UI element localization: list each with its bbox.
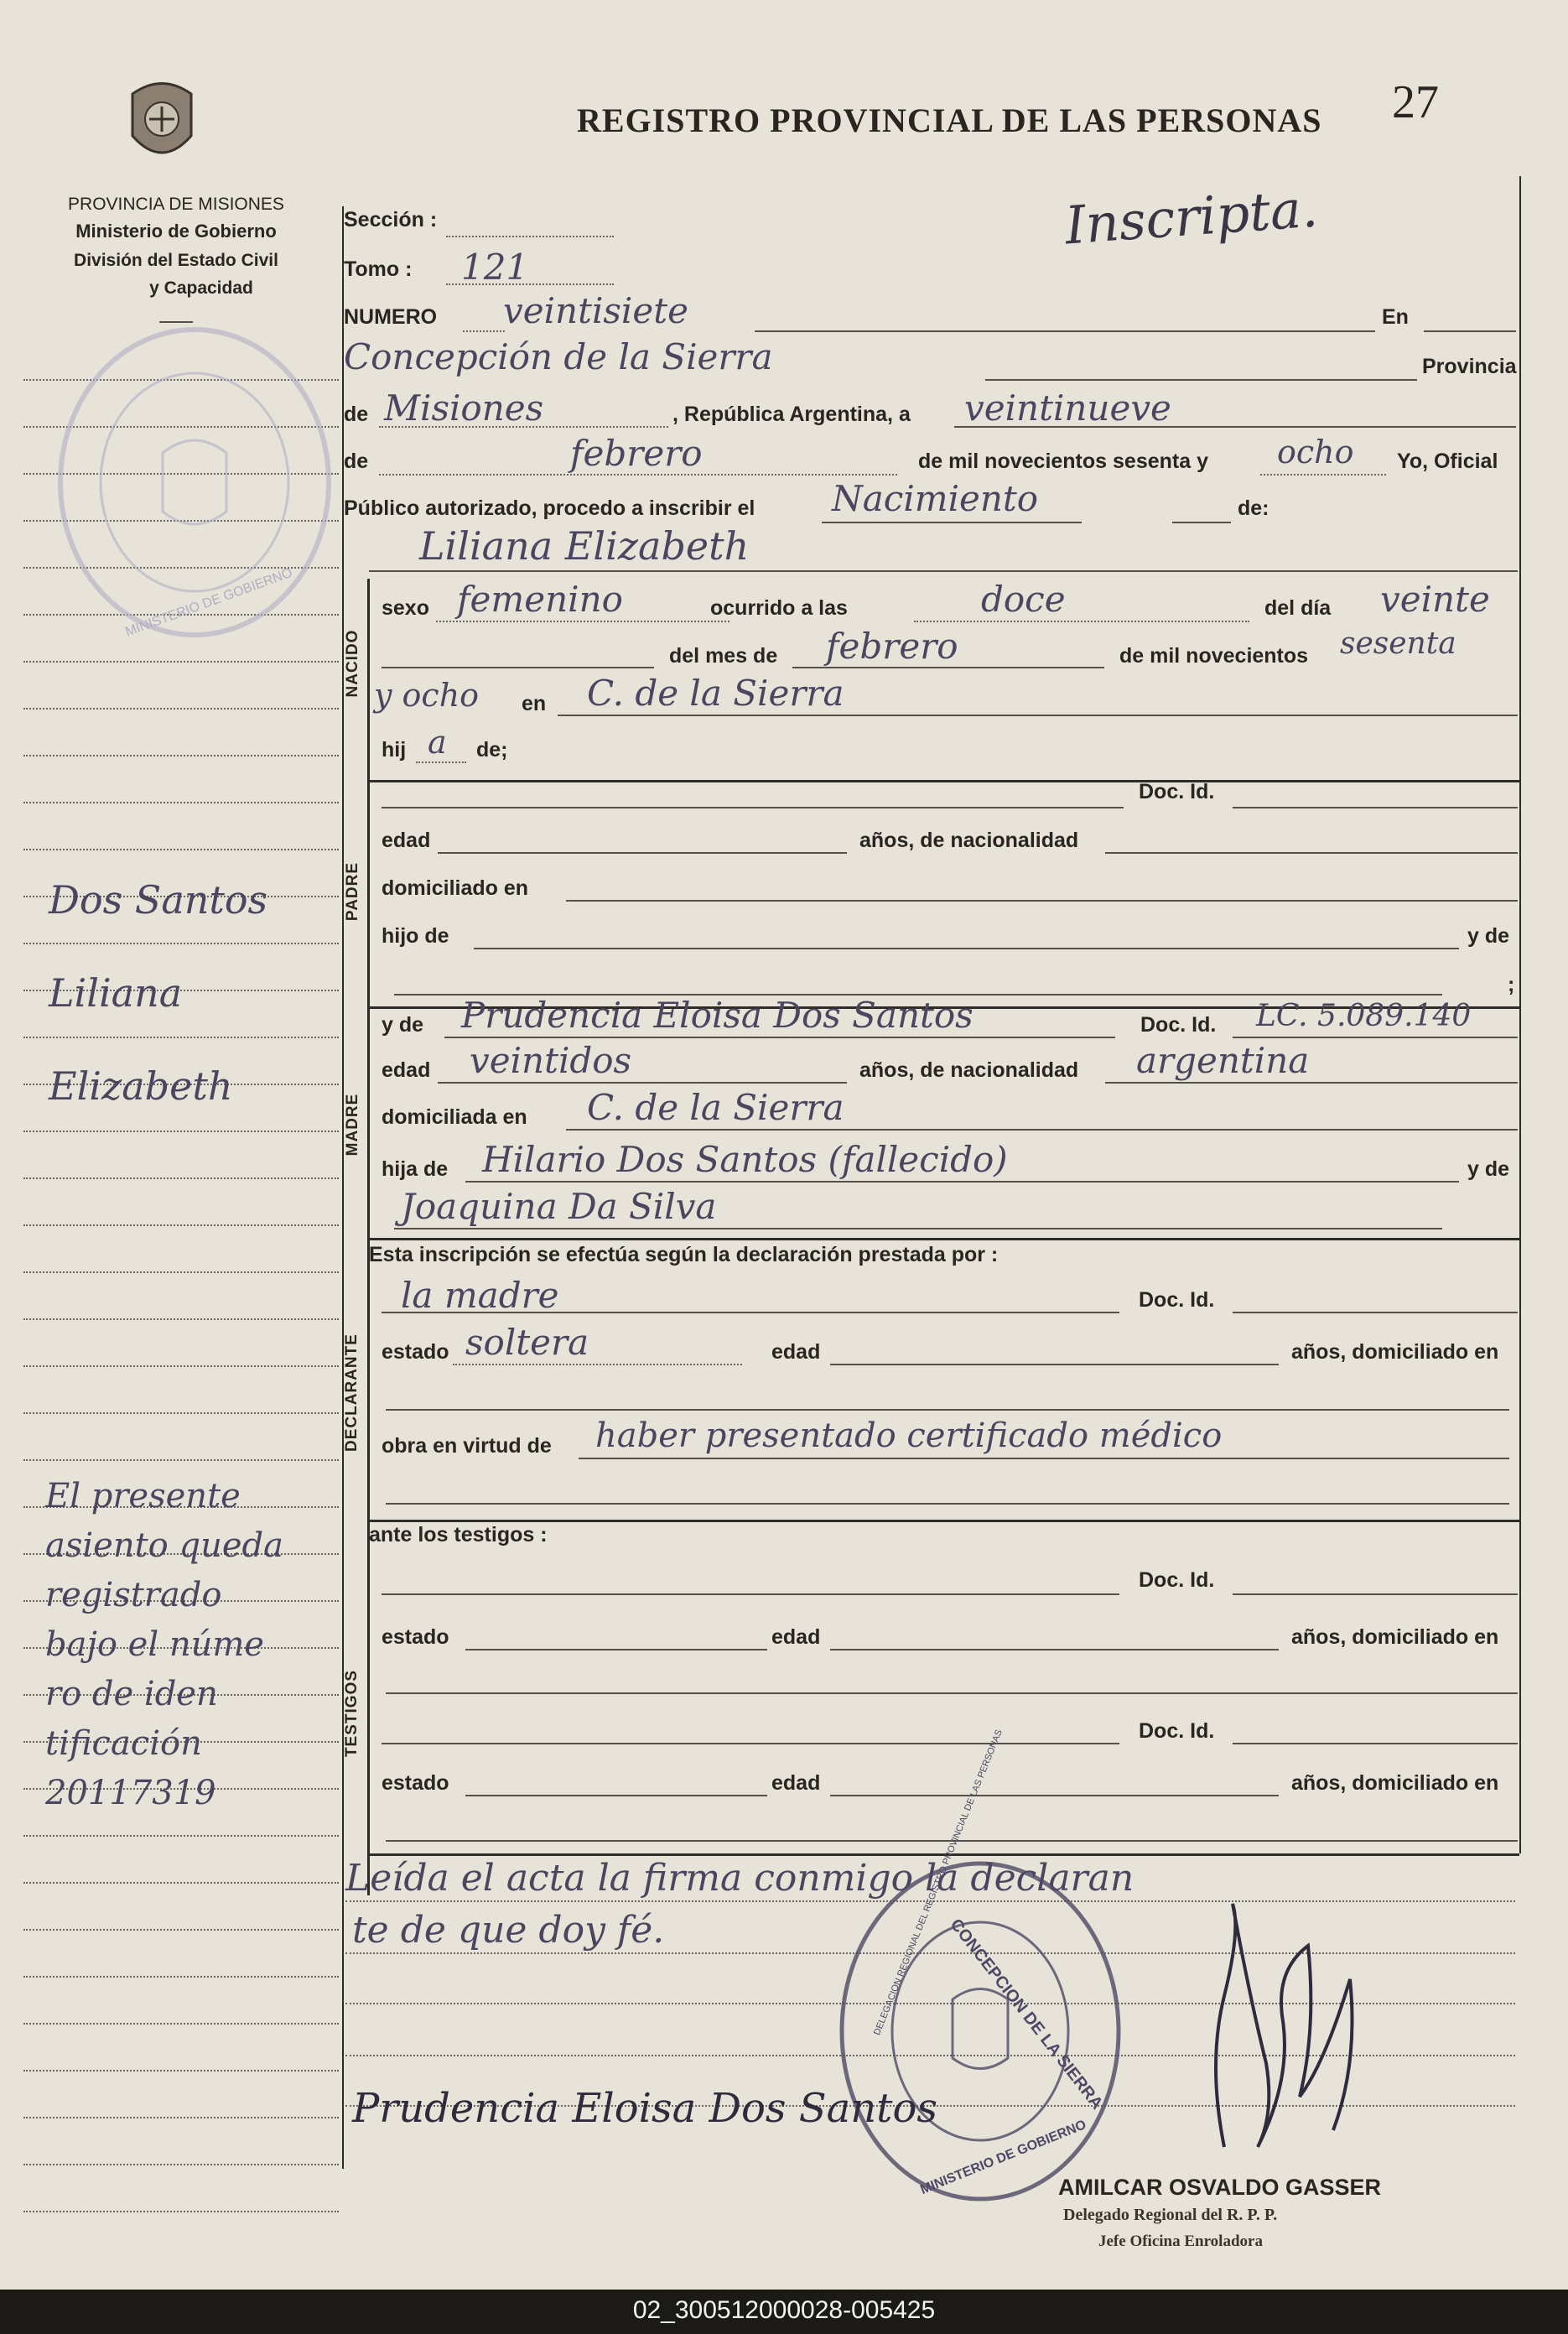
acto-field-end xyxy=(1172,522,1231,523)
sexo-value: femenino xyxy=(457,579,623,620)
testigo2-name-field xyxy=(382,1743,1119,1744)
acto-value: Nacimiento xyxy=(832,478,1039,519)
mil-label: de mil novecientos sesenta y xyxy=(918,450,1208,473)
sidebar-division: División del Estado Civil xyxy=(74,251,278,270)
testigo2-edad-label: edad xyxy=(771,1771,821,1795)
del-mes-field-left xyxy=(382,667,654,668)
declarante-obra-field xyxy=(579,1458,1509,1459)
de-colon-label: de: xyxy=(1238,496,1269,520)
sidebar-rule-line xyxy=(23,1976,339,1978)
hij-de-label: de; xyxy=(476,738,508,762)
testigo1-estado-field xyxy=(465,1649,767,1650)
madre-domicilio-value: C. de la Sierra xyxy=(587,1087,844,1128)
sidebar-rule-line xyxy=(23,1929,339,1931)
right-border-line xyxy=(1519,176,1521,1853)
madre-madre-value: Joaquina Da Silva xyxy=(401,1186,717,1227)
sexo-label: sexo xyxy=(382,596,429,620)
sidebar-rule-line xyxy=(23,2164,339,2165)
official-name: AMILCAR OSVALDO GASSER xyxy=(1058,2175,1382,2200)
stamp-text-bottom: MINISTERIO DE GOBIERNO xyxy=(918,2118,1088,2198)
madre-nac-field xyxy=(1105,1082,1518,1084)
declarante-anios-label: años, domiciliado en xyxy=(1291,1340,1499,1364)
sidebar-rule-line xyxy=(23,1459,339,1461)
nacido-bottom-line xyxy=(369,780,1519,782)
republica-label: , República Argentina, a xyxy=(672,403,911,426)
footer-filename: 02_300512000028-005425 xyxy=(632,2296,936,2324)
padre-section-label: PADRE xyxy=(344,861,361,922)
sidebar-rule-line xyxy=(23,1177,339,1179)
padre-anios-label: años, de nacionalidad xyxy=(859,829,1079,852)
madre-bottom-line xyxy=(369,1238,1519,1240)
official-signature-scribble xyxy=(1191,1895,1384,2164)
annotation-inscripta: Inscripta. xyxy=(1062,177,1320,257)
testigo2-anios-label: años, domiciliado en xyxy=(1291,1771,1499,1795)
hij-label: hij xyxy=(382,738,407,762)
madre-section-label: MADRE xyxy=(344,1093,361,1157)
declarante-extra-field xyxy=(386,1503,1509,1505)
testigo1-anios-label: años, domiciliado en xyxy=(1291,1625,1499,1649)
sidebar-rule-line xyxy=(23,1412,339,1414)
seal-icon xyxy=(54,319,335,646)
tomo-value: 121 xyxy=(461,247,529,288)
declarante-estado-field xyxy=(453,1364,742,1365)
declarante-domicilio-field xyxy=(386,1409,1509,1411)
madre-nombre-field xyxy=(444,1037,1115,1038)
stamp-text: CONCEPCION DE LA SIERRA xyxy=(946,1916,1107,2113)
acto-field xyxy=(822,522,1082,523)
tomo-label: Tomo : xyxy=(344,257,413,281)
declarante-doc-field xyxy=(1233,1312,1518,1313)
page-title: REGISTRO PROVINCIAL DE LAS PERSONAS xyxy=(577,101,1322,139)
sidebar-rule-line xyxy=(23,1318,339,1320)
madre-madre-field xyxy=(394,1228,1442,1229)
testigo2-edad-field xyxy=(830,1795,1279,1796)
sidebar-capacity: y Capacidad xyxy=(149,278,253,298)
madre-domicilio-field xyxy=(566,1129,1518,1131)
madre-doc-value: LC. 5.089.140 xyxy=(1256,999,1472,1033)
padre-nac-field xyxy=(1105,852,1518,854)
padre-domicilio-field xyxy=(566,900,1518,902)
seccion-field xyxy=(446,236,614,237)
testigos-intro: ante los testigos : xyxy=(369,1523,548,1546)
sidebar-rule-line xyxy=(23,1882,339,1884)
anio-nac-value-2: y ocho xyxy=(374,677,480,714)
anio-nac-value: sesenta xyxy=(1340,626,1456,661)
publico-label: Público autorizado, procedo a inscribir el xyxy=(344,496,755,520)
shield-icon xyxy=(124,77,200,169)
mes-nac-field xyxy=(792,667,1104,668)
declarante-doc-label: Doc. Id. xyxy=(1139,1288,1215,1312)
del-dia-label: del día xyxy=(1264,596,1332,620)
madre-anios-label: años, de nacionalidad xyxy=(859,1058,1079,1082)
testigo2-estado-field xyxy=(465,1795,767,1796)
sidebar-rule-line xyxy=(23,2070,339,2071)
mil-nov-label: de mil novecientos xyxy=(1119,644,1309,668)
sidebar-rule-line xyxy=(23,1835,339,1837)
declarante-obra-label: obra en virtud de xyxy=(382,1434,552,1458)
sidebar-rule-line xyxy=(23,755,339,756)
testigo1-estado-label: estado xyxy=(382,1625,449,1649)
declarante-obra-value: haber presentado certificado médico xyxy=(595,1417,1223,1455)
sidebar-province: PROVINCIA DE MISIONES xyxy=(68,195,284,214)
del-mes-label: del mes de xyxy=(669,644,778,668)
sidebar-rule-line xyxy=(23,2211,339,2212)
hora-value: doce xyxy=(981,579,1066,620)
declarante-quien-value: la madre xyxy=(401,1275,559,1316)
testigo1-edad-field xyxy=(830,1649,1279,1650)
mes-nac-value: febrero xyxy=(826,626,958,667)
official-stamp xyxy=(835,1728,1125,2206)
testigo1-domicilio-field xyxy=(386,1692,1518,1694)
de-mes-label: de xyxy=(344,450,369,473)
testigos-section-label: TESTIGOS xyxy=(343,1669,361,1758)
testigo1-doc-field xyxy=(1233,1593,1518,1595)
testigo2-estado-label: estado xyxy=(382,1771,449,1795)
lugar-value: Concepción de la Sierra xyxy=(344,336,773,377)
sidebar-rule-line xyxy=(23,1271,339,1273)
en-label: En xyxy=(1382,305,1409,329)
declarante-intro: Esta inscripción se efectúa según la declaración prestada por : xyxy=(369,1243,999,1266)
anio-value: ocho xyxy=(1277,434,1354,470)
en-nac-label: en xyxy=(522,692,547,715)
madre-doc-label: Doc. Id. xyxy=(1140,1013,1217,1037)
padre-domicilio-label: domiciliado en xyxy=(382,876,529,900)
dia-field xyxy=(954,426,1516,428)
lugar-field xyxy=(985,379,1417,381)
padre-yde-label: y de xyxy=(1467,924,1510,948)
sidebar-rule-line xyxy=(23,849,339,850)
dia-nac-value: veinte xyxy=(1380,579,1490,620)
en-field xyxy=(1424,330,1516,332)
margin-name-note: Dos Santos Liliana Elizabeth xyxy=(49,877,268,1109)
madre-edad-label: edad xyxy=(382,1058,431,1082)
padre-semicolon: ; xyxy=(1508,973,1515,996)
sidebar-rule-line xyxy=(23,1224,339,1226)
hij-field xyxy=(416,762,466,763)
provincia-label: Provincia xyxy=(1422,355,1517,378)
ministry-seal xyxy=(54,319,335,646)
madre-edad-value: veintidos xyxy=(470,1040,632,1081)
madre-nombre-value: Prudencia Eloisa Dos Santos xyxy=(461,995,974,1036)
sidebar-ministry: Ministerio de Gobierno xyxy=(75,221,277,242)
seal-text: MINISTERIO DE GOBIERNO xyxy=(123,565,295,640)
provincia-value: Misiones xyxy=(384,387,544,429)
madre-yde-label: y de xyxy=(382,1013,424,1037)
numero-field-dots xyxy=(463,330,505,332)
declarant-signature: Prudencia Eloisa Dos Santos xyxy=(352,2085,937,2132)
lugar-nac-field xyxy=(558,715,1518,716)
stamp-text-outer: DELEGACION REGIONAL DEL REGISTRO PROVINCIAL DE LAS PERSONAS xyxy=(872,1728,1005,2037)
padre-edad-label: edad xyxy=(382,829,431,852)
sidebar-rule-line xyxy=(23,802,339,803)
nacido-section-label: NACIDO xyxy=(344,629,361,698)
nombre-field xyxy=(369,570,1518,572)
testigo1-name-field xyxy=(382,1593,1119,1595)
testigo1-edad-label: edad xyxy=(771,1625,821,1649)
mes-field xyxy=(379,474,897,476)
madre-padre-value: Hilario Dos Santos (fallecido) xyxy=(482,1139,1008,1180)
madre-nacionalidad-value: argentina xyxy=(1136,1040,1310,1081)
testigo2-doc-field xyxy=(1233,1743,1518,1744)
margin-registration-note: El presente asiento queda registrado bajo el núme ro de iden tificación 20117319 xyxy=(45,1477,283,1812)
lugar-nac-value: C. de la Sierra xyxy=(587,673,844,714)
padre-doc-label: Doc. Id. xyxy=(1139,780,1215,803)
yo-oficial-label: Yo, Oficial xyxy=(1397,450,1498,473)
mes-value: febrero xyxy=(570,433,703,474)
sidebar-rule-line xyxy=(23,2023,339,2025)
hij-value: a xyxy=(428,724,447,761)
padre-edad-field xyxy=(438,852,847,854)
sidebar-rule-line xyxy=(23,2117,339,2118)
madre-hija-label: hija de xyxy=(382,1157,449,1181)
section-border-line xyxy=(367,579,370,1895)
madre-edad-field xyxy=(438,1082,847,1084)
declarante-section-label: DECLARANTE xyxy=(343,1333,361,1452)
seccion-label: Sección : xyxy=(344,208,438,231)
madre-padre-field xyxy=(465,1181,1459,1183)
official-title-1: Delegado Regional del R. P. P. xyxy=(1063,2206,1278,2224)
madre-yde2-label: y de xyxy=(1467,1157,1510,1181)
declarante-edad-field xyxy=(830,1364,1279,1365)
official-title-2: Jefe Oficina Enroladora xyxy=(1098,2233,1263,2250)
dia-value: veintinueve xyxy=(964,387,1171,429)
declarante-quien-field xyxy=(382,1312,1119,1313)
declarante-estado-label: estado xyxy=(382,1340,449,1364)
testigo1-doc-label: Doc. Id. xyxy=(1139,1568,1215,1592)
padre-name-field xyxy=(382,807,1124,808)
declarante-edad-label: edad xyxy=(771,1340,821,1364)
sidebar-rule-line xyxy=(23,708,339,710)
nombre-value: Liliana Elizabeth xyxy=(419,523,750,569)
sidebar-rule-line xyxy=(23,661,339,663)
ocurrido-label: ocurrido a las xyxy=(710,596,848,620)
padre-hijo-label: hijo de xyxy=(382,924,449,948)
declarante-bottom-line xyxy=(369,1520,1519,1522)
anio-field xyxy=(1260,474,1386,476)
coat-of-arms-emblem xyxy=(124,77,200,169)
declarante-estado-value: soltera xyxy=(465,1322,589,1363)
numero-label: NUMERO xyxy=(344,305,438,329)
padre-doc-field xyxy=(1233,807,1518,808)
de-label: de xyxy=(344,403,369,426)
provincia-field xyxy=(379,426,668,428)
sidebar-rule-line xyxy=(23,1365,339,1367)
sexo-field xyxy=(436,621,729,622)
madre-domicilio-label: domiciliada en xyxy=(382,1105,527,1129)
hora-field xyxy=(914,621,1249,622)
madre-doc-field xyxy=(1233,1037,1518,1038)
page-number: 27 xyxy=(1392,76,1439,128)
numero-field xyxy=(755,330,1375,332)
padre-hijo-field xyxy=(474,948,1459,949)
numero-value: veintisiete xyxy=(503,290,688,331)
closing-line-2: te de que doy fé. xyxy=(352,1909,665,1952)
closing-line-1: Leída el acta la firma conmigo la declaran xyxy=(345,1857,1134,1900)
testigo2-doc-label: Doc. Id. xyxy=(1139,1719,1215,1743)
